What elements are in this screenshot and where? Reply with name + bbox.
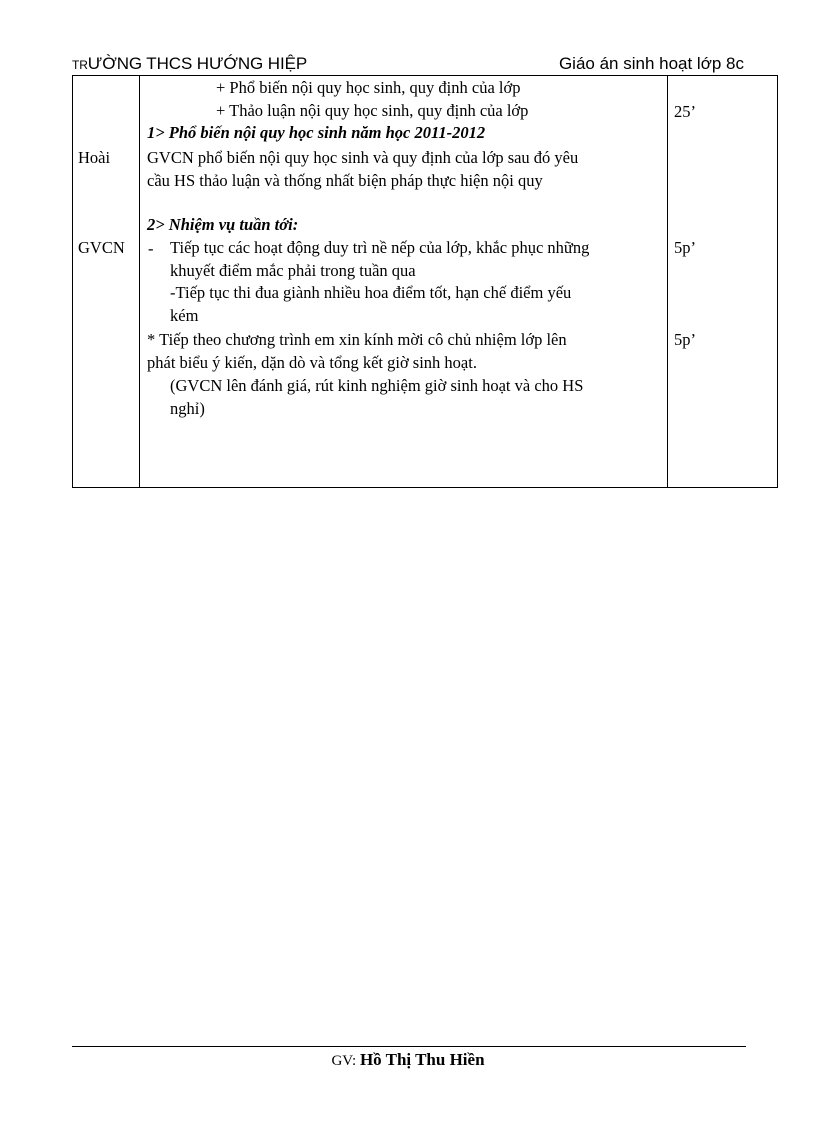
content-line: phát biểu ý kiến, dặn dò và tổng kết giờ sinh hoạt.	[147, 353, 477, 372]
content-line: GVCN phổ biến nội quy học sinh và quy định của lớp sau đó yêu	[147, 148, 579, 167]
school-name-rest: ƯỜNG THCS HƯỚNG HIỆP	[87, 54, 308, 73]
bullet-marker: -	[148, 239, 154, 258]
time-value: 5p’	[674, 330, 696, 349]
time-value: 5p’	[674, 238, 696, 257]
content-line: (GVCN lên đánh giá, rút kinh nghiệm giờ sinh hoạt và cho HS	[170, 376, 584, 395]
page-header	[72, 53, 748, 76]
content-line: * Tiếp theo chương trình em xin kính mời cô chủ nhiệm lớp lên	[147, 330, 567, 349]
content-line: kém	[170, 306, 199, 325]
time-value: 25’	[674, 102, 696, 121]
content-cell	[140, 76, 668, 488]
who-gvcn: GVCN	[78, 238, 125, 257]
school-name	[72, 54, 307, 74]
footer-divider	[72, 1046, 746, 1047]
content-line: Tiếp tục các hoạt động duy trì nề nếp của lớp, khắc phục những	[170, 238, 590, 257]
document-title: Giáo án sinh hoạt lớp 8c	[558, 54, 744, 73]
content-line: + Phổ biến nội quy học sinh, quy định của lớp	[216, 78, 521, 97]
content-line: -Tiếp tục thi đua giành nhiều hoa điểm tốt, hạn chế điểm yếu	[170, 283, 572, 302]
who-cell	[73, 76, 140, 488]
lesson-plan-table	[72, 75, 778, 488]
footer-prefix: GV:	[331, 1053, 360, 1069]
content-line: nghỉ)	[170, 399, 205, 418]
section-1-title: 1> Phổ biến nội quy học sinh năm học 2011-2012	[147, 123, 486, 142]
who-hoai: Hoài	[78, 148, 111, 167]
content-line: khuyết điểm mắc phải trong tuần qua	[170, 261, 416, 280]
section-2-title: 2> Nhiệm vụ tuần tới:	[147, 215, 299, 234]
content-line: cầu HS thảo luận và thống nhất biện pháp thực hiện nội quy	[147, 171, 543, 190]
time-cell	[668, 76, 778, 488]
page-footer	[0, 1050, 816, 1070]
school-name-prefix: TR	[72, 58, 88, 72]
content-line: + Thảo luận nội quy học sinh, quy định của lớp	[216, 101, 529, 120]
table-row	[73, 76, 778, 488]
teacher-name: Hồ Thị Thu Hiền	[359, 1050, 485, 1069]
